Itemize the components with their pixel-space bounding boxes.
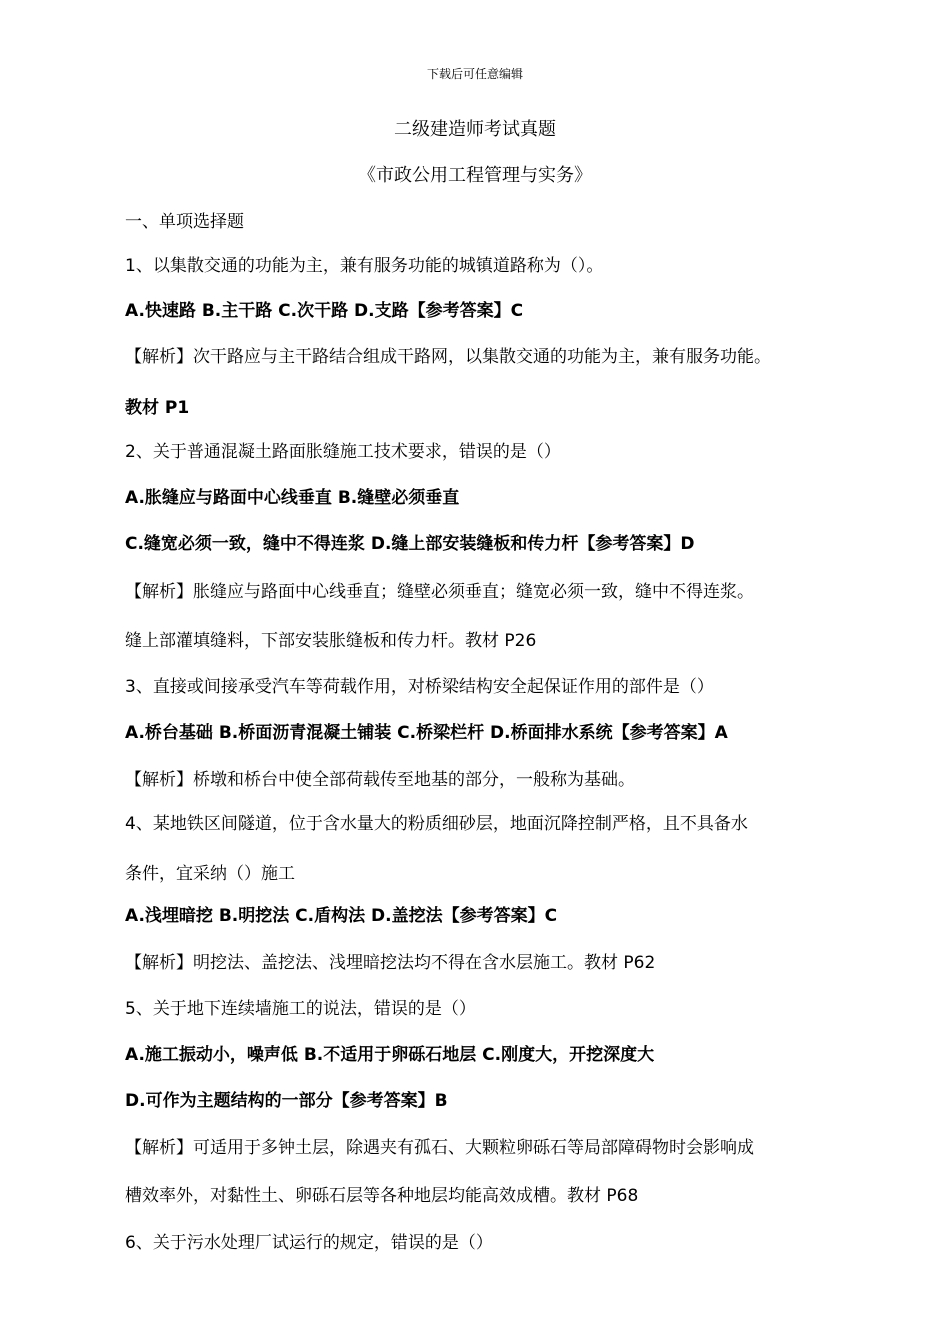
- options-5a: A.施工振动小，噪声低 B.不适用于卵砾石地层 C.刚度大，开挖深度大: [125, 1045, 655, 1065]
- options-1: A.快速路 B.主干路 C.次干路 D.支路【参考答案】C: [125, 301, 524, 321]
- options-5b: D.可作为主题结构的一部分【参考答案】B: [125, 1091, 448, 1111]
- options-3: A.桥台基础 B.桥面沥青混凝土铺装 C.桥梁栏杆 D.桥面排水系统【参考答案】A: [125, 723, 728, 743]
- analysis-5b: 槽效率外，对黏性土、卵砾石层等各种地层均能高效成槽。教材 P68: [125, 1186, 639, 1206]
- document-title: 二级建造师考试真题: [394, 119, 556, 140]
- question-4b: 条件，宜采纳（）施工: [125, 864, 295, 884]
- analysis-2b: 缝上部灌填缝料，下部安装胀缝板和传力杆。教材 P26: [125, 631, 537, 651]
- document-subtitle: 《市政公用工程管理与实务》: [358, 165, 592, 186]
- analysis-3: 【解析】桥墩和桥台中使全部荷载传至地基的部分，一般称为基础。: [125, 770, 635, 790]
- header-note: 下载后可任意编辑: [426, 67, 523, 81]
- question-2: 2、关于普通混凝土路面胀缝施工技术要求，错误的是（）: [125, 442, 561, 462]
- options-2b: C.缝宽必须一致，缝中不得连浆 D.缝上部安装缝板和传力杆【参考答案】D: [125, 534, 695, 554]
- analysis-2a: 【解析】胀缝应与路面中心线垂直；缝壁必须垂直；缝宽必须一致，缝中不得连浆。: [125, 582, 754, 602]
- section-heading: 一、单项选择题: [125, 212, 244, 232]
- analysis-1: 【解析】次干路应与主干路结合组成干路网，以集散交通的功能为主，兼有服务功能。: [125, 347, 771, 367]
- question-1: 1、以集散交通的功能为主，兼有服务功能的城镇道路称为（）。: [125, 256, 604, 276]
- options-4: A.浅埋暗挖 B.明挖法 C.盾构法 D.盖挖法【参考答案】C: [125, 906, 558, 926]
- question-6: 6、关于污水处理厂试运行的规定，错误的是（）: [125, 1233, 493, 1253]
- analysis-4: 【解析】明挖法、盖挖法、浅埋暗挖法均不得在含水层施工。教材 P62: [125, 953, 656, 973]
- question-3: 3、直接或间接承受汽车等荷载作用，对桥梁结构安全起保证作用的部件是（）: [125, 677, 714, 697]
- analysis-5a: 【解析】可适用于多钟土层，除遇夹有孤石、大颗粒卵砾石等局部障碍物时会影响成: [125, 1138, 754, 1158]
- question-4a: 4、某地铁区间隧道，位于含水量大的粉质细砂层，地面沉降控制严格，且不具备水: [125, 814, 748, 834]
- textbook-ref-1: 教材 P1: [125, 398, 190, 418]
- question-5: 5、关于地下连续墙施工的说法，错误的是（）: [125, 999, 476, 1019]
- options-2a: A.胀缝应与路面中心线垂直 B.缝壁必须垂直: [125, 488, 460, 508]
